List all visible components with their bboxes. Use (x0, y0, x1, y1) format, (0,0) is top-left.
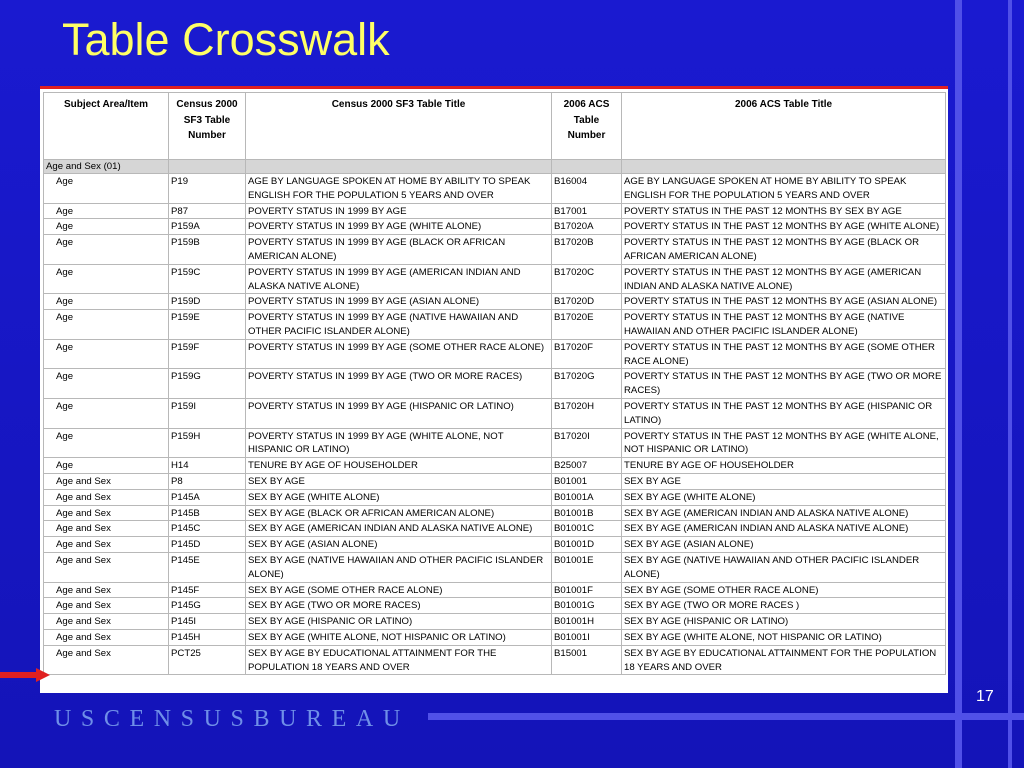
table-row (44, 473, 946, 489)
cell-census-title: POVERTY STATUS IN 1999 BY AGE (ASIAN ALONE) (246, 294, 552, 310)
cell-acs-number: B17020E (552, 310, 622, 340)
cell-subject-item: Age and Sex (44, 489, 169, 505)
cell-acs-number: B01001A (552, 489, 622, 505)
cell-acs-title: SEX BY AGE (622, 473, 946, 489)
crosswalk-table-container (40, 86, 948, 693)
cell-census-number: P159G (169, 369, 246, 399)
cell-census-title: POVERTY STATUS IN 1999 BY AGE (246, 203, 552, 219)
header-acs-table-title: 2006 ACS Table Title (622, 93, 946, 160)
table-row (44, 428, 946, 458)
cell-acs-title: POVERTY STATUS IN THE PAST 12 MONTHS BY AGE (WHITE ALONE, NOT HISPANIC OR LATINO) (622, 428, 946, 458)
cell-acs-number: B01001 (552, 473, 622, 489)
cell-subject-item: Age (44, 369, 169, 399)
table-row (44, 582, 946, 598)
section-row (44, 160, 946, 174)
cell-subject-item: Age (44, 203, 169, 219)
table-row (44, 219, 946, 235)
cell-acs-title: POVERTY STATUS IN THE PAST 12 MONTHS BY AGE (NATIVE HAWAIIAN AND OTHER PACIFIC ISLANDER ALONE) (622, 310, 946, 340)
cell-acs-number: B01001F (552, 582, 622, 598)
cell-acs-number: B15001 (552, 645, 622, 675)
cell-acs-title: POVERTY STATUS IN THE PAST 12 MONTHS BY AGE (ASIAN ALONE) (622, 294, 946, 310)
cell-acs-title: SEX BY AGE (AMERICAN INDIAN AND ALASKA NATIVE ALONE) (622, 521, 946, 537)
cell-acs-title: POVERTY STATUS IN THE PAST 12 MONTHS BY AGE (BLACK OR AFRICAN AMERICAN ALONE) (622, 235, 946, 265)
cell-acs-number: B01001I (552, 629, 622, 645)
cell-subject-item: Age and Sex (44, 614, 169, 630)
cell-census-number: P19 (169, 174, 246, 204)
table-row (44, 614, 946, 630)
cell-acs-title: POVERTY STATUS IN THE PAST 12 MONTHS BY AGE (AMERICAN INDIAN AND ALASKA NATIVE ALONE) (622, 264, 946, 294)
cell-census-title: POVERTY STATUS IN 1999 BY AGE (BLACK OR AFRICAN AMERICAN ALONE) (246, 235, 552, 265)
slide-title: Table Crosswalk (62, 14, 390, 65)
cell-acs-number: B17020B (552, 235, 622, 265)
cell-census-title: SEX BY AGE (BLACK OR AFRICAN AMERICAN ALONE) (246, 505, 552, 521)
cell-subject-item: Age and Sex (44, 645, 169, 675)
table-row (44, 489, 946, 505)
cell-subject-item: Age (44, 339, 169, 369)
cell-acs-title: POVERTY STATUS IN THE PAST 12 MONTHS BY AGE (WHITE ALONE) (622, 219, 946, 235)
cell-subject-item: Age and Sex (44, 521, 169, 537)
cell-acs-title: SEX BY AGE (SOME OTHER RACE ALONE) (622, 582, 946, 598)
cell-acs-title: POVERTY STATUS IN THE PAST 12 MONTHS BY AGE (TWO OR MORE RACES) (622, 369, 946, 399)
cell-census-title: POVERTY STATUS IN 1999 BY AGE (WHITE ALONE, NOT HISPANIC OR LATINO) (246, 428, 552, 458)
table-row (44, 235, 946, 265)
cell-census-title: POVERTY STATUS IN 1999 BY AGE (HISPANIC OR LATINO) (246, 398, 552, 428)
crosswalk-table (43, 92, 946, 675)
cell-census-title: SEX BY AGE (TWO OR MORE RACES) (246, 598, 552, 614)
red-arrow-icon (0, 668, 50, 682)
cell-census-number: P159I (169, 398, 246, 428)
cell-census-number: P145B (169, 505, 246, 521)
cell-subject-item: Age and Sex (44, 598, 169, 614)
cell-census-number: P145F (169, 582, 246, 598)
cell-subject-item: Age (44, 174, 169, 204)
cell-acs-title: AGE BY LANGUAGE SPOKEN AT HOME BY ABILITY TO SPEAK ENGLISH FOR THE POPULATION 5 YEARS AND OVER (622, 174, 946, 204)
cell-census-title: SEX BY AGE (SOME OTHER RACE ALONE) (246, 582, 552, 598)
header-acs-table-number: 2006 ACS Table Number (552, 93, 622, 160)
cell-census-number: P145H (169, 629, 246, 645)
decorative-vertical-line-right (1008, 0, 1012, 768)
decorative-vertical-line (955, 0, 962, 768)
cell-acs-title: POVERTY STATUS IN THE PAST 12 MONTHS BY AGE (HISPANIC OR LATINO) (622, 398, 946, 428)
cell-subject-item: Age (44, 235, 169, 265)
cell-census-title: POVERTY STATUS IN 1999 BY AGE (WHITE ALONE) (246, 219, 552, 235)
cell-acs-title: SEX BY AGE (NATIVE HAWAIIAN AND OTHER PACIFIC ISLANDER ALONE) (622, 552, 946, 582)
cell-acs-number: B01001B (552, 505, 622, 521)
cell-subject-item: Age (44, 458, 169, 474)
cell-census-title: SEX BY AGE (246, 473, 552, 489)
cell-acs-number: B01001D (552, 537, 622, 553)
cell-census-number: H14 (169, 458, 246, 474)
cell-acs-title: SEX BY AGE (ASIAN ALONE) (622, 537, 946, 553)
cell-subject-item: Age and Sex (44, 473, 169, 489)
cell-acs-number: B01001E (552, 552, 622, 582)
table-row (44, 552, 946, 582)
cell-subject-item: Age and Sex (44, 537, 169, 553)
cell-census-number: P159C (169, 264, 246, 294)
cell-acs-title: POVERTY STATUS IN THE PAST 12 MONTHS BY AGE (SOME OTHER RACE ALONE) (622, 339, 946, 369)
cell-acs-number: B17001 (552, 203, 622, 219)
cell-census-title: POVERTY STATUS IN 1999 BY AGE (SOME OTHER RACE ALONE) (246, 339, 552, 369)
table-row (44, 174, 946, 204)
cell-subject-item: Age (44, 219, 169, 235)
cell-census-number: P145A (169, 489, 246, 505)
cell-census-number: P159B (169, 235, 246, 265)
cell-acs-title: SEX BY AGE (TWO OR MORE RACES ) (622, 598, 946, 614)
cell-census-number: P145E (169, 552, 246, 582)
cell-census-number: P159A (169, 219, 246, 235)
cell-census-number: P145I (169, 614, 246, 630)
cell-subject-item: Age (44, 264, 169, 294)
cell-subject-item: Age and Sex (44, 552, 169, 582)
cell-acs-number: B17020G (552, 369, 622, 399)
cell-subject-item: Age (44, 294, 169, 310)
census-bureau-footer: USCENSUSBUREAU (54, 706, 410, 732)
cell-subject-item: Age (44, 398, 169, 428)
table-row (44, 537, 946, 553)
cell-census-title: POVERTY STATUS IN 1999 BY AGE (TWO OR MORE RACES) (246, 369, 552, 399)
cell-acs-title: SEX BY AGE (HISPANIC OR LATINO) (622, 614, 946, 630)
header-census-table-title: Census 2000 SF3 Table Title (246, 93, 552, 160)
table-row (44, 398, 946, 428)
cell-census-title: POVERTY STATUS IN 1999 BY AGE (AMERICAN INDIAN AND ALASKA NATIVE ALONE) (246, 264, 552, 294)
table-row (44, 203, 946, 219)
cell-acs-title: SEX BY AGE (AMERICAN INDIAN AND ALASKA NATIVE ALONE) (622, 505, 946, 521)
cell-acs-number: B25007 (552, 458, 622, 474)
cell-acs-title: SEX BY AGE BY EDUCATIONAL ATTAINMENT FOR THE POPULATION 18 YEARS AND OVER (622, 645, 946, 675)
cell-acs-title: TENURE BY AGE OF HOUSEHOLDER (622, 458, 946, 474)
cell-acs-number: B17020I (552, 428, 622, 458)
cell-census-number: P87 (169, 203, 246, 219)
table-row (44, 645, 946, 675)
cell-census-title: SEX BY AGE (WHITE ALONE) (246, 489, 552, 505)
page-number: 17 (976, 688, 994, 705)
table-row (44, 369, 946, 399)
header-census-table-number: Census 2000 SF3 Table Number (169, 93, 246, 160)
cell-census-title: SEX BY AGE BY EDUCATIONAL ATTAINMENT FOR THE POPULATION 18 YEARS AND OVER (246, 645, 552, 675)
cell-census-number: PCT25 (169, 645, 246, 675)
table-row (44, 310, 946, 340)
cell-census-title: TENURE BY AGE OF HOUSEHOLDER (246, 458, 552, 474)
cell-acs-number: B16004 (552, 174, 622, 204)
cell-census-title: SEX BY AGE (WHITE ALONE, NOT HISPANIC OR LATINO) (246, 629, 552, 645)
cell-census-number: P159D (169, 294, 246, 310)
cell-census-title: SEX BY AGE (HISPANIC OR LATINO) (246, 614, 552, 630)
table-row (44, 598, 946, 614)
table-row (44, 629, 946, 645)
cell-acs-number: B17020F (552, 339, 622, 369)
decorative-horizontal-line (428, 713, 1024, 720)
cell-census-title: AGE BY LANGUAGE SPOKEN AT HOME BY ABILITY TO SPEAK ENGLISH FOR THE POPULATION 5 YEARS AND OVER (246, 174, 552, 204)
cell-census-title: SEX BY AGE (AMERICAN INDIAN AND ALASKA NATIVE ALONE) (246, 521, 552, 537)
table-row (44, 294, 946, 310)
cell-census-number: P159E (169, 310, 246, 340)
cell-subject-item: Age (44, 428, 169, 458)
cell-acs-number: B17020H (552, 398, 622, 428)
cell-census-number: P145D (169, 537, 246, 553)
cell-subject-item: Age (44, 310, 169, 340)
cell-acs-number: B01001H (552, 614, 622, 630)
cell-acs-title: POVERTY STATUS IN THE PAST 12 MONTHS BY SEX BY AGE (622, 203, 946, 219)
cell-census-number: P8 (169, 473, 246, 489)
table-row (44, 521, 946, 537)
cell-census-number: P145G (169, 598, 246, 614)
cell-acs-number: B01001C (552, 521, 622, 537)
cell-census-number: P159F (169, 339, 246, 369)
cell-acs-title: SEX BY AGE (WHITE ALONE) (622, 489, 946, 505)
section-label: Age and Sex (01) (44, 160, 169, 174)
cell-subject-item: Age and Sex (44, 582, 169, 598)
cell-subject-item: Age and Sex (44, 505, 169, 521)
cell-acs-number: B17020D (552, 294, 622, 310)
header-subject-area: Subject Area/Item (44, 93, 169, 160)
cell-census-title: SEX BY AGE (NATIVE HAWAIIAN AND OTHER PACIFIC ISLANDER ALONE) (246, 552, 552, 582)
cell-acs-number: B17020A (552, 219, 622, 235)
cell-acs-number: B01001G (552, 598, 622, 614)
table-row (44, 339, 946, 369)
table-row (44, 264, 946, 294)
cell-acs-title: SEX BY AGE (WHITE ALONE, NOT HISPANIC OR LATINO) (622, 629, 946, 645)
table-row (44, 505, 946, 521)
cell-census-number: P145C (169, 521, 246, 537)
cell-census-title: POVERTY STATUS IN 1999 BY AGE (NATIVE HAWAIIAN AND OTHER PACIFIC ISLANDER ALONE) (246, 310, 552, 340)
table-row (44, 458, 946, 474)
cell-acs-number: B17020C (552, 264, 622, 294)
table-header-row (44, 93, 946, 160)
cell-census-title: SEX BY AGE (ASIAN ALONE) (246, 537, 552, 553)
cell-census-number: P159H (169, 428, 246, 458)
cell-subject-item: Age and Sex (44, 629, 169, 645)
